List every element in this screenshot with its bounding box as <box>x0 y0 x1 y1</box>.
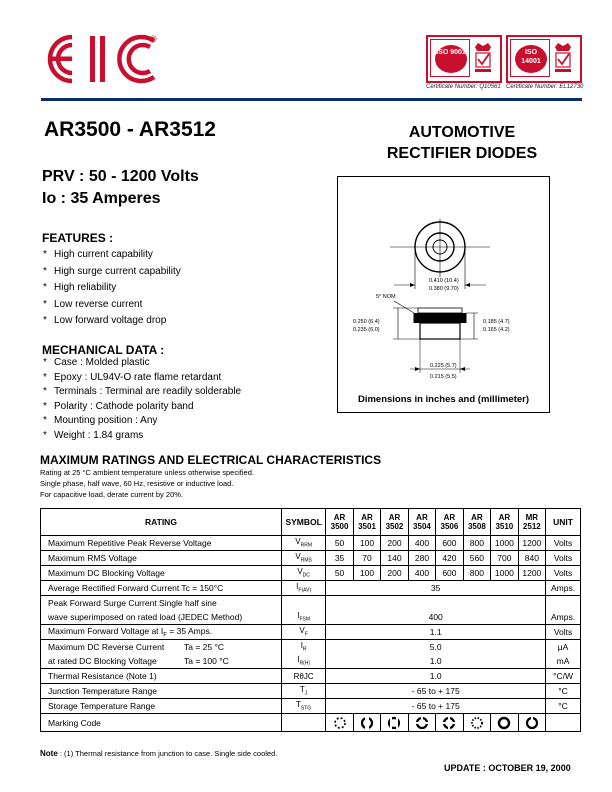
table-row: Maximum DC Reverse Current Ta = 25 °C $I_R$ 5.0 μA <box>41 640 581 655</box>
list-item: * Terminals : Terminal are readily solderable <box>43 386 242 397</box>
eic-logo <box>46 33 161 85</box>
table-row: Junction Temperature Range $T_J$ - 65 to + 175 °C <box>41 684 581 699</box>
application-line-2: RECTIFIER DIODES <box>386 145 538 162</box>
iso14001-badge-text: ISO 14001 <box>515 45 547 73</box>
table-row: Storage Temperature Range $T_{STG}$ - 65 to + 175 °C <box>41 699 581 714</box>
package-diagram-box <box>337 176 550 413</box>
ratings-note-1: Rating at 25 °C ambient temperature unless otherwise specified. <box>40 468 254 477</box>
header-part: AR 3506 <box>436 509 463 536</box>
header-part: AR 3501 <box>353 509 380 536</box>
application-title <box>352 122 572 164</box>
header-divider <box>41 98 582 101</box>
ratings-table-wrap <box>40 508 581 732</box>
header-rating: RATING <box>41 509 282 536</box>
marking-code-symbol <box>463 714 490 732</box>
page-title: AR3500 - AR3512 <box>44 118 216 141</box>
mechanical-list <box>43 357 241 444</box>
list-item: * High current capability <box>43 249 153 260</box>
table-row: Thermal Resistance (Note 1) RθJC 1.0 °C/W <box>41 669 581 684</box>
header-part: MR 2512 <box>518 509 545 536</box>
list-item: * Low reverse current <box>43 298 143 310</box>
marking-code-symbol <box>326 714 353 732</box>
table-row: Average Rectified Forward Current Tc = 150°C $I_{F(AV)}$ 35 Amps. <box>41 581 581 596</box>
registered-mark: ® <box>150 34 157 44</box>
list-item: * Low forward voltage drop <box>43 315 167 326</box>
header-part: AR 3510 <box>491 509 518 536</box>
list-item: * High reliability <box>43 282 117 293</box>
header-unit: UNIT <box>546 509 581 536</box>
iso14001-cert-number: Certificate Number: EL12730 <box>506 84 584 90</box>
dim-top-2: 0.380 (9.70) <box>429 286 459 292</box>
dim-right-1: 0.185 (4.7) <box>483 319 510 325</box>
iso14001-cert-badge <box>506 35 582 83</box>
list-item: * Weight : 1.84 grams <box>43 429 144 441</box>
footnote: Note : (1) Thermal resistance from junction to case. Single side cooled. <box>40 749 278 758</box>
ratings-heading: MAXIMUM RATINGS AND ELECTRICAL CHARACTERISTICS <box>40 453 382 467</box>
marking-code-symbol <box>408 714 435 732</box>
dim-bottom-2: 0.215 (5.5) <box>430 374 457 380</box>
list-item: * High surge current capability <box>43 265 181 277</box>
dim-bottom-1: 0.225 (5.7) <box>430 363 457 369</box>
iso9001-cert-number: Certificate Number: Q10561 <box>426 84 501 90</box>
marking-code-symbol <box>353 714 380 732</box>
ratings-note-2: Single phase, half wave, 60 Hz, resistive or inductive load. <box>40 479 234 488</box>
table-row: Peak Forward Surge Current Single half sine <box>41 596 581 611</box>
list-item: * Epoxy : UL94V-O rate flame retardant <box>43 371 222 383</box>
crown-icon <box>472 41 494 75</box>
table-row: Marking Code <box>41 714 581 732</box>
list-item: * Polarity : Cathode polarity band <box>43 400 194 412</box>
header-symbol: SYMBOL <box>281 509 325 536</box>
list-item: * Case : Molded plastic <box>43 357 150 368</box>
features-heading: FEATURES : <box>42 231 114 245</box>
table-row: at rated DC Blocking Voltage Ta = 100 °C $I_{R(H)}$ 1.0 mA <box>41 654 581 669</box>
features-list <box>43 249 181 332</box>
marking-code-symbol <box>518 714 545 732</box>
header-part: AR 3504 <box>408 509 435 536</box>
table-row: Maximum Forward Voltage at $I_F = 35$ Amps. $V_F$ 1.1 Volts <box>41 625 581 640</box>
marking-code-symbol <box>436 714 463 732</box>
iso9001-badge-text: ISO 9001 <box>435 45 467 73</box>
table-row: wave superimposed on rated load (JEDEC Method) $I_{FSM}$ 400 Amps. <box>41 610 581 625</box>
ratings-table <box>40 508 581 732</box>
angle-label: 5° NOM <box>376 294 396 300</box>
package-outline-drawing <box>338 177 549 412</box>
table-row: Maximum Repetitive Peak Reverse Voltage $V_{RRM}$ 50 100 200 400 600 800 1000 1200 Volts <box>41 536 581 551</box>
dim-left-1: 0.250 (6.4) <box>353 319 380 325</box>
table-row: Maximum RMS Voltage $V_{RMS}$ 35 70 140 280 420 560 700 840 Volts <box>41 551 581 566</box>
header-part: AR 3500 <box>326 509 353 536</box>
dim-right-2: 0.165 (4.2) <box>483 327 510 333</box>
mechanical-heading: MECHANICAL DATA : <box>42 343 165 357</box>
io-spec: Io : 35 Amperes <box>42 190 161 207</box>
dim-left-2: 0.235 (6.0) <box>353 327 380 333</box>
ratings-note-3: For capacitive load, derate current by 20%. <box>40 490 183 499</box>
iso9001-cert-badge <box>426 35 502 83</box>
header-part: AR 3508 <box>463 509 490 536</box>
dim-top-1: 0.410 (10.4) <box>429 278 459 284</box>
update-date: UPDATE : OCTOBER 19, 2000 <box>444 763 571 773</box>
marking-code-symbol <box>381 714 408 732</box>
header-part: AR 3502 <box>381 509 408 536</box>
list-item: * Mounting position : Any <box>43 415 158 426</box>
diagram-caption: Dimensions in inches and (millimeter) <box>357 394 530 405</box>
prv-spec: PRV : 50 - 1200 Volts <box>42 168 199 185</box>
table-row: Maximum DC Blocking Voltage $V_{DC}$ 50 100 200 400 600 800 1000 1200 Volts <box>41 566 581 581</box>
crown-icon <box>552 41 574 75</box>
application-line-1: AUTOMOTIVE <box>408 124 516 141</box>
marking-code-symbol <box>491 714 518 732</box>
table-header-row <box>41 509 581 536</box>
